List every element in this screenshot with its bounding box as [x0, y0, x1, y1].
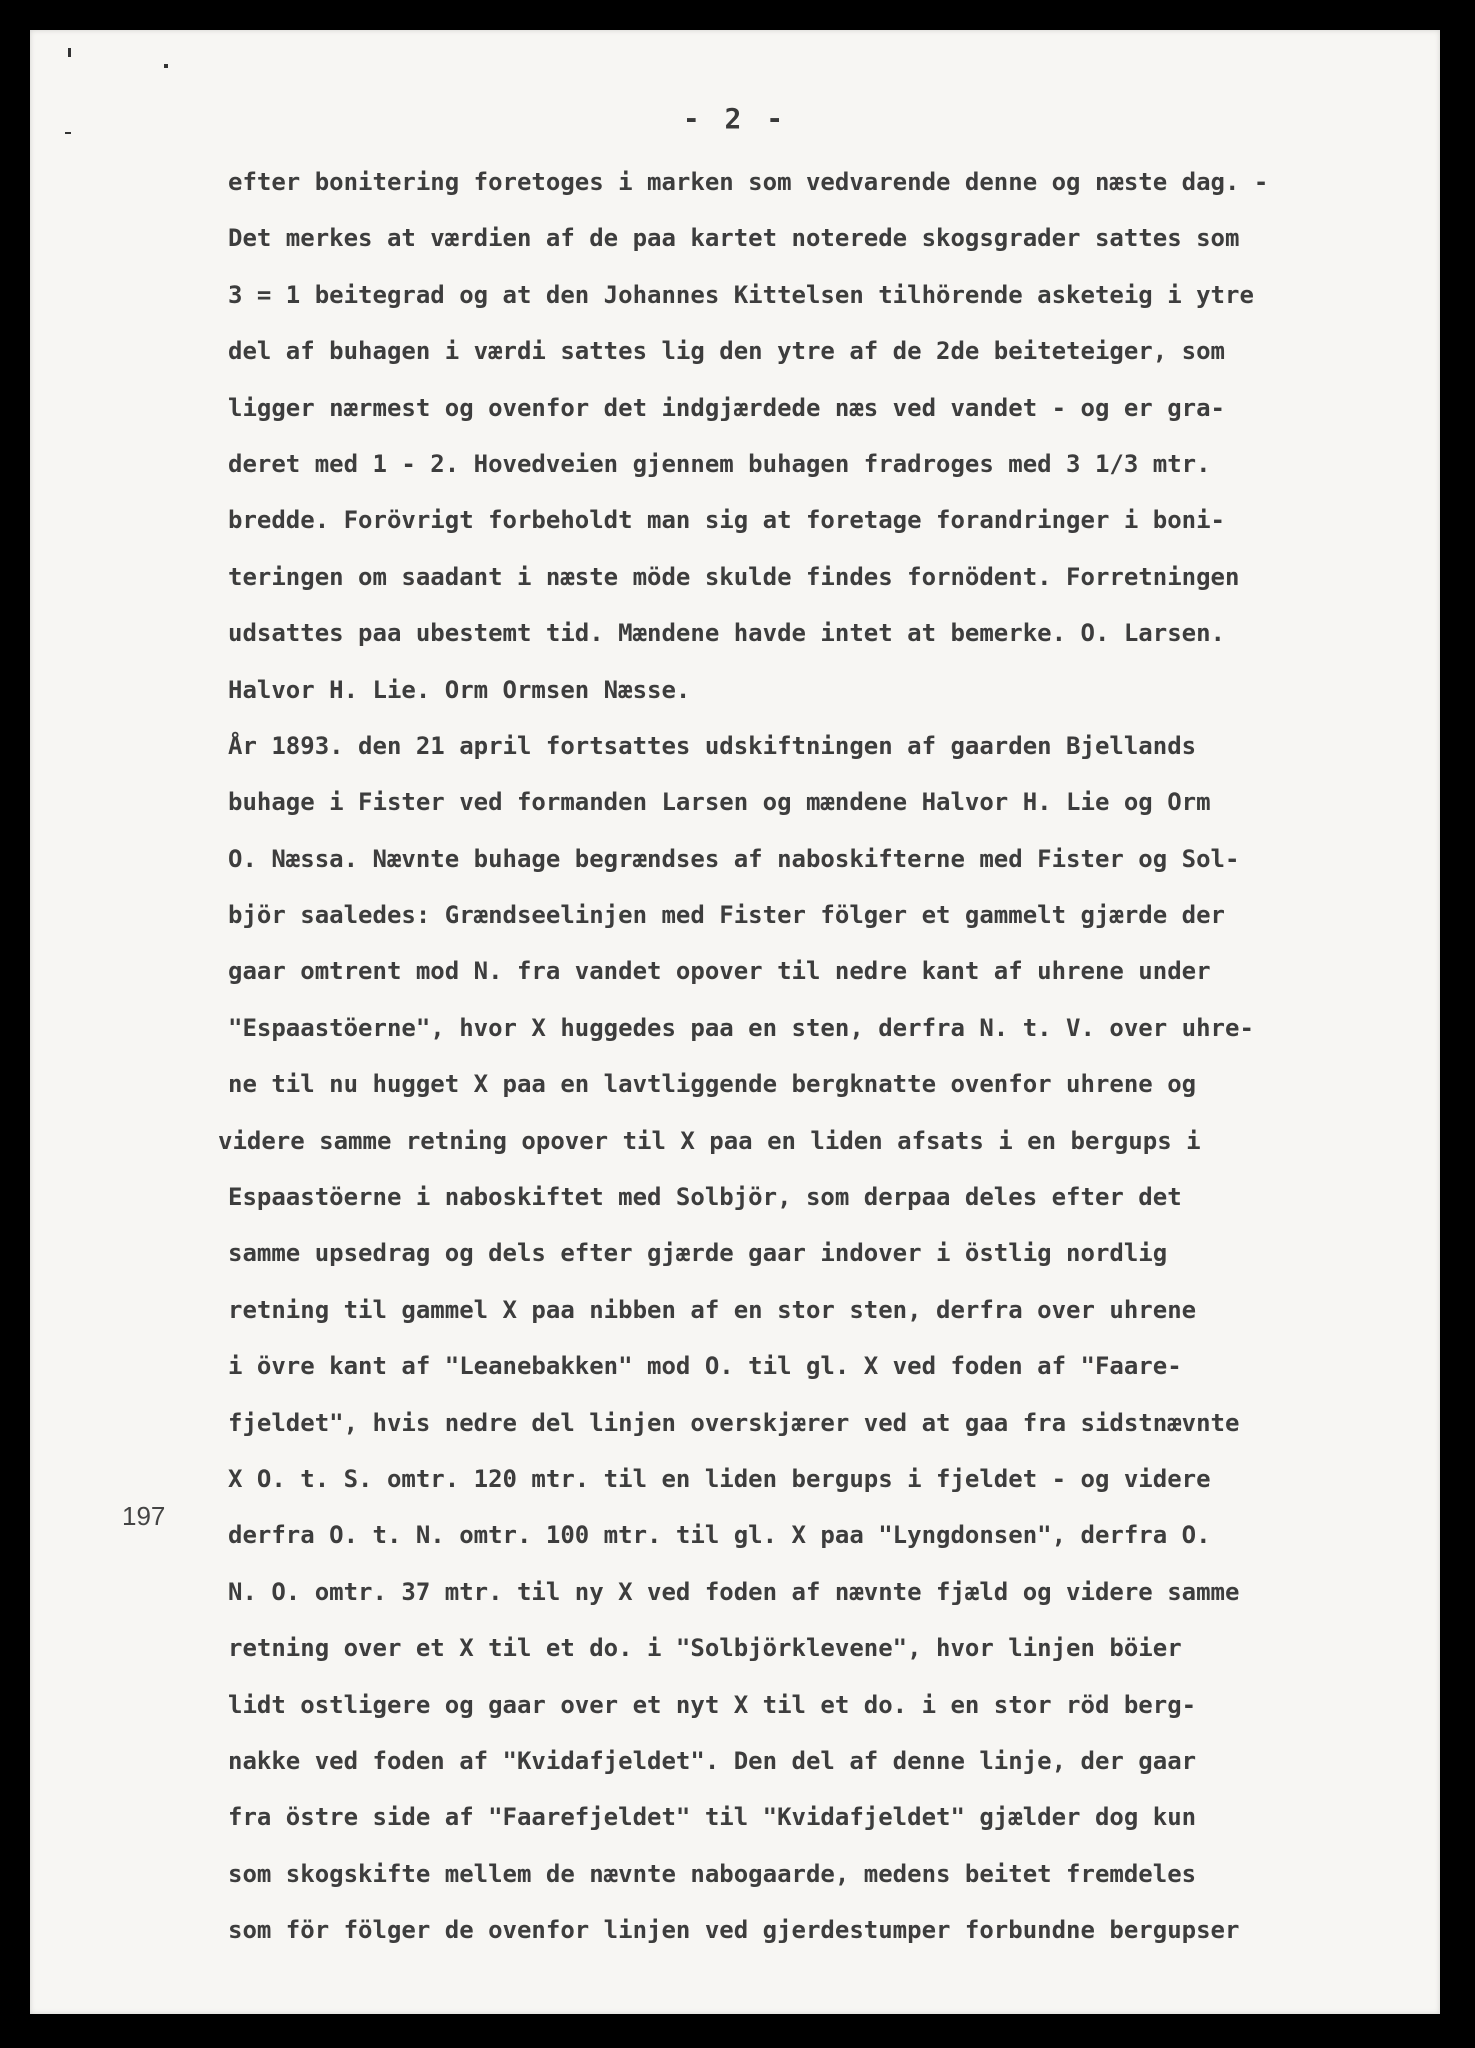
text-line: i övre kant af "Leanebakken" mod O. til gl. X ved foden af "Faare-	[228, 1352, 1182, 1381]
text-line: deret med 1 - 2. Hovedveien gjennem buhagen fradroges med 3 1/3 mtr.	[228, 449, 1211, 478]
text-line: ligger nærmest og ovenfor det indgjærdede næs ved vandet - og er gra-	[228, 393, 1225, 422]
text-line: teringen om saadant i næste möde skulde findes fornödent. Forretningen	[228, 562, 1240, 591]
text-line: ne til nu hugget X paa en lavtliggende bergknatte ovenfor uhrene og	[228, 1070, 1197, 1099]
text-line: X O. t. S. omtr. 120 mtr. til en liden bergups i fjeldet - og videre	[228, 1464, 1211, 1493]
text-line: Det merkes at værdien af de paa kartet noterede skogsgrader sattes som	[228, 224, 1240, 253]
document-page	[30, 30, 1440, 2014]
page-number: - 2 -	[682, 102, 788, 135]
text-line: som skogskifte mellem de nævnte nabogaarde, medens beitet fremdeles	[228, 1859, 1197, 1888]
typewritten-text	[218, 154, 1428, 1959]
text-line: retning til gammel X paa nibben af en stor sten, derfra over uhrene	[228, 1295, 1197, 1324]
scan-speck	[68, 48, 71, 57]
margin-annotation: 197	[122, 1501, 166, 1531]
text-line: År 1893. den 21 april fortsattes udskiftningen af gaarden Bjellands	[228, 731, 1197, 760]
text-line: retning over et X til et do. i "Solbjörklevene", hvor linjen böier	[228, 1634, 1182, 1663]
text-line: videre samme retning opover til X paa en liden afsats i en bergups i	[218, 1126, 1201, 1155]
text-line: O. Næssa. Nævnte buhage begrændses af naboskifterne med Fister og Sol-	[228, 844, 1240, 873]
text-line: 3 = 1 beitegrad og at den Johannes Kittelsen tilhörende asketeig i ytre	[228, 280, 1254, 309]
text-line: del af buhagen i værdi sattes lig den ytre af de 2de beiteteiger, som	[228, 337, 1225, 366]
text-line: björ saaledes: Grændseelinjen med Fister fölger et gammelt gjærde der	[228, 901, 1225, 930]
text-line: buhage i Fister ved formanden Larsen og mændene Halvor H. Lie og Orm	[228, 788, 1211, 817]
text-line: fra östre side af "Faarefjeldet" til "Kvidafjeldet" gjælder dog kun	[228, 1803, 1197, 1832]
text-line: udsattes paa ubestemt tid. Mændene havde intet at bemerke. O. Larsen.	[228, 619, 1225, 648]
text-line: Espaastöerne i naboskiftet med Solbjör, som derpaa deles efter det	[228, 1183, 1182, 1212]
text-line: samme upsedrag og dels efter gjærde gaar indover i östlig nordlig	[228, 1239, 1168, 1268]
text-line: fjeldet", hvis nedre del linjen overskjærer ved at gaa fra sidstnævnte	[228, 1408, 1240, 1437]
text-line: bredde. Forövrigt forbeholdt man sig at foretage forandringer i boni-	[228, 506, 1225, 535]
scan-speck	[164, 64, 168, 68]
text-line: nakke ved foden af "Kvidafjeldet". Den del af denne linje, der gaar	[228, 1746, 1197, 1775]
text-line: efter bonitering foretoges i marken som vedvarende denne og næste dag. -	[228, 168, 1269, 196]
text-line: "Espaastöerne", hvor X huggedes paa en sten, derfra N. t. V. over uhre-	[228, 1013, 1254, 1042]
text-line: N. O. omtr. 37 mtr. til ny X ved foden af nævnte fjæld og videre samme	[228, 1577, 1240, 1606]
text-line: Halvor H. Lie. Orm Ormsen Næsse.	[228, 675, 691, 704]
text-line: som för fölger de ovenfor linjen ved gjerdestumper forbundne bergupser	[228, 1916, 1240, 1945]
text-line: lidt ostligere og gaar over et nyt X til et do. i en stor röd berg-	[228, 1690, 1197, 1719]
text-line: gaar omtrent mod N. fra vandet opover til nedre kant af uhrene under	[228, 957, 1211, 986]
text-line: derfra O. t. N. omtr. 100 mtr. til gl. X paa "Lyngdonsen", derfra O.	[228, 1521, 1211, 1550]
